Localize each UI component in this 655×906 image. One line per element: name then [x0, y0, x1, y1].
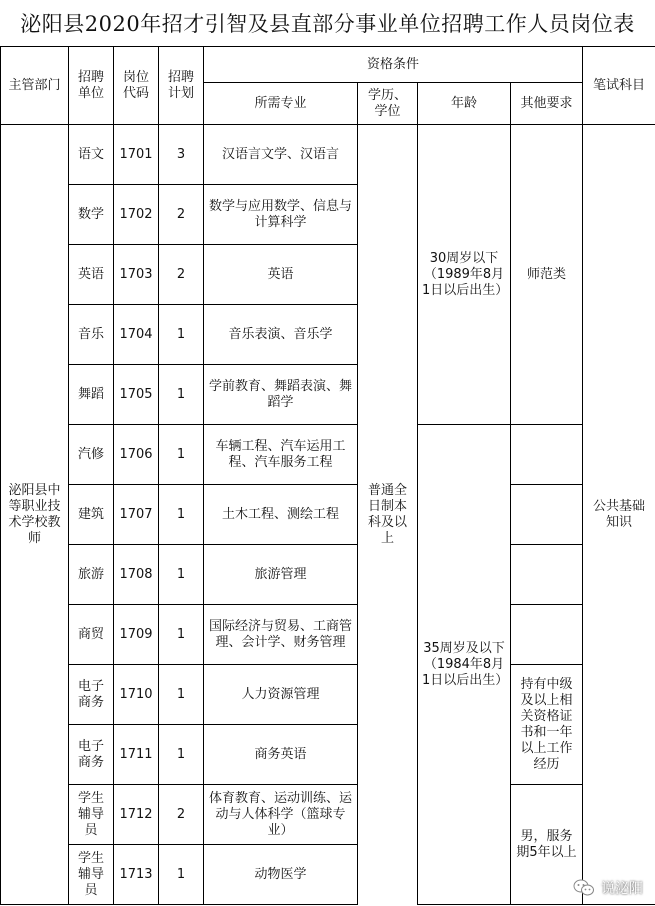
row-code: 1707 [114, 485, 159, 545]
row-plan: 1 [159, 485, 204, 545]
row-code: 1708 [114, 545, 159, 605]
row-unit: 舞蹈 [69, 365, 114, 425]
row-major: 商务英语 [204, 725, 358, 785]
row-unit: 商贸 [69, 605, 114, 665]
row-major: 汉语言文学、汉语言 [204, 125, 358, 185]
age-group-1: 30周岁以下（1989年8月1日以后出生） [418, 125, 511, 425]
row-unit: 电子商务 [69, 665, 114, 725]
header-unit: 招聘单位 [69, 47, 114, 125]
page-title: 泌阳县2020年招才引智及县直部分事业单位招聘工作人员岗位表 [20, 12, 635, 36]
row-code: 1704 [114, 305, 159, 365]
header-code: 岗位代码 [114, 47, 159, 125]
row-major: 动物医学 [204, 845, 358, 905]
other-male: 男，服务期5年以上 [511, 785, 583, 905]
watermark-text: 说泌阳 [601, 881, 643, 897]
row-code: 1710 [114, 665, 159, 725]
row-code: 1705 [114, 365, 159, 425]
row-unit: 建筑 [69, 485, 114, 545]
header-edu: 学历、学位 [358, 83, 418, 125]
row-unit: 英语 [69, 245, 114, 305]
other-empty [511, 545, 583, 605]
row-unit: 学生辅导员 [69, 785, 114, 845]
row-plan: 1 [159, 305, 204, 365]
header-dept: 主管部门 [1, 47, 69, 125]
row-major: 音乐表演、音乐学 [204, 305, 358, 365]
row-major: 学前教育、舞蹈表演、舞蹈学 [204, 365, 358, 425]
row-major: 国际经济与贸易、工商管理、会计学、财务管理 [204, 605, 358, 665]
wechat-icon [573, 879, 595, 897]
row-plan: 1 [159, 545, 204, 605]
row-plan: 3 [159, 125, 204, 185]
age-group-2: 35周岁及以下（1984年8月1日以后出生） [418, 425, 511, 905]
row-plan: 1 [159, 605, 204, 665]
positions-table [0, 46, 655, 905]
row-unit: 旅游 [69, 545, 114, 605]
row-major: 车辆工程、汽车运用工程、汽车服务工程 [204, 425, 358, 485]
row-plan: 1 [159, 425, 204, 485]
header-qualifications: 资格条件 [204, 47, 583, 83]
row-major: 体育教育、运动训练、运动与人体科学（篮球专业） [204, 785, 358, 845]
row-unit: 电子商务 [69, 725, 114, 785]
header-other: 其他要求 [511, 83, 583, 125]
row-unit: 音乐 [69, 305, 114, 365]
row-unit: 语文 [69, 125, 114, 185]
row-major: 人力资源管理 [204, 665, 358, 725]
row-plan: 1 [159, 725, 204, 785]
row-unit: 汽修 [69, 425, 114, 485]
watermark [573, 878, 643, 898]
other-empty [511, 605, 583, 665]
exam-cell: 公共基础知识 [583, 125, 655, 905]
edu-cell: 普通全日制本科及以上 [367, 482, 407, 546]
header-age: 年龄 [418, 83, 511, 125]
other-teacher: 师范类 [511, 125, 583, 425]
row-code: 1713 [114, 845, 159, 905]
row-plan: 2 [159, 785, 204, 845]
row-plan: 1 [159, 845, 204, 905]
row-code: 1701 [114, 125, 159, 185]
row-code: 1712 [114, 785, 159, 845]
row-major: 数学与应用数学、信息与计算科学 [204, 185, 358, 245]
row-major: 土木工程、测绘工程 [204, 485, 358, 545]
header-plan: 招聘计划 [159, 47, 204, 125]
row-unit: 数学 [69, 185, 114, 245]
header-major: 所需专业 [204, 83, 358, 125]
row-code: 1702 [114, 185, 159, 245]
row-plan: 1 [159, 365, 204, 425]
row-code: 1706 [114, 425, 159, 485]
other-certificate: 持有中级及以上相关资格证书和一年以上工作经历 [511, 665, 583, 785]
row-major: 旅游管理 [204, 545, 358, 605]
dept-cell: 泌阳县中等职业技术学校教师 [1, 125, 69, 905]
row-code: 1711 [114, 725, 159, 785]
row-major: 英语 [204, 245, 358, 305]
row-plan: 2 [159, 245, 204, 305]
other-empty [511, 425, 583, 485]
row-code: 1709 [114, 605, 159, 665]
row-unit: 学生辅导员 [69, 845, 114, 905]
row-plan: 2 [159, 185, 204, 245]
row-plan: 1 [159, 665, 204, 725]
header-exam: 笔试科目 [583, 47, 655, 125]
row-code: 1703 [114, 245, 159, 305]
other-empty [511, 485, 583, 545]
